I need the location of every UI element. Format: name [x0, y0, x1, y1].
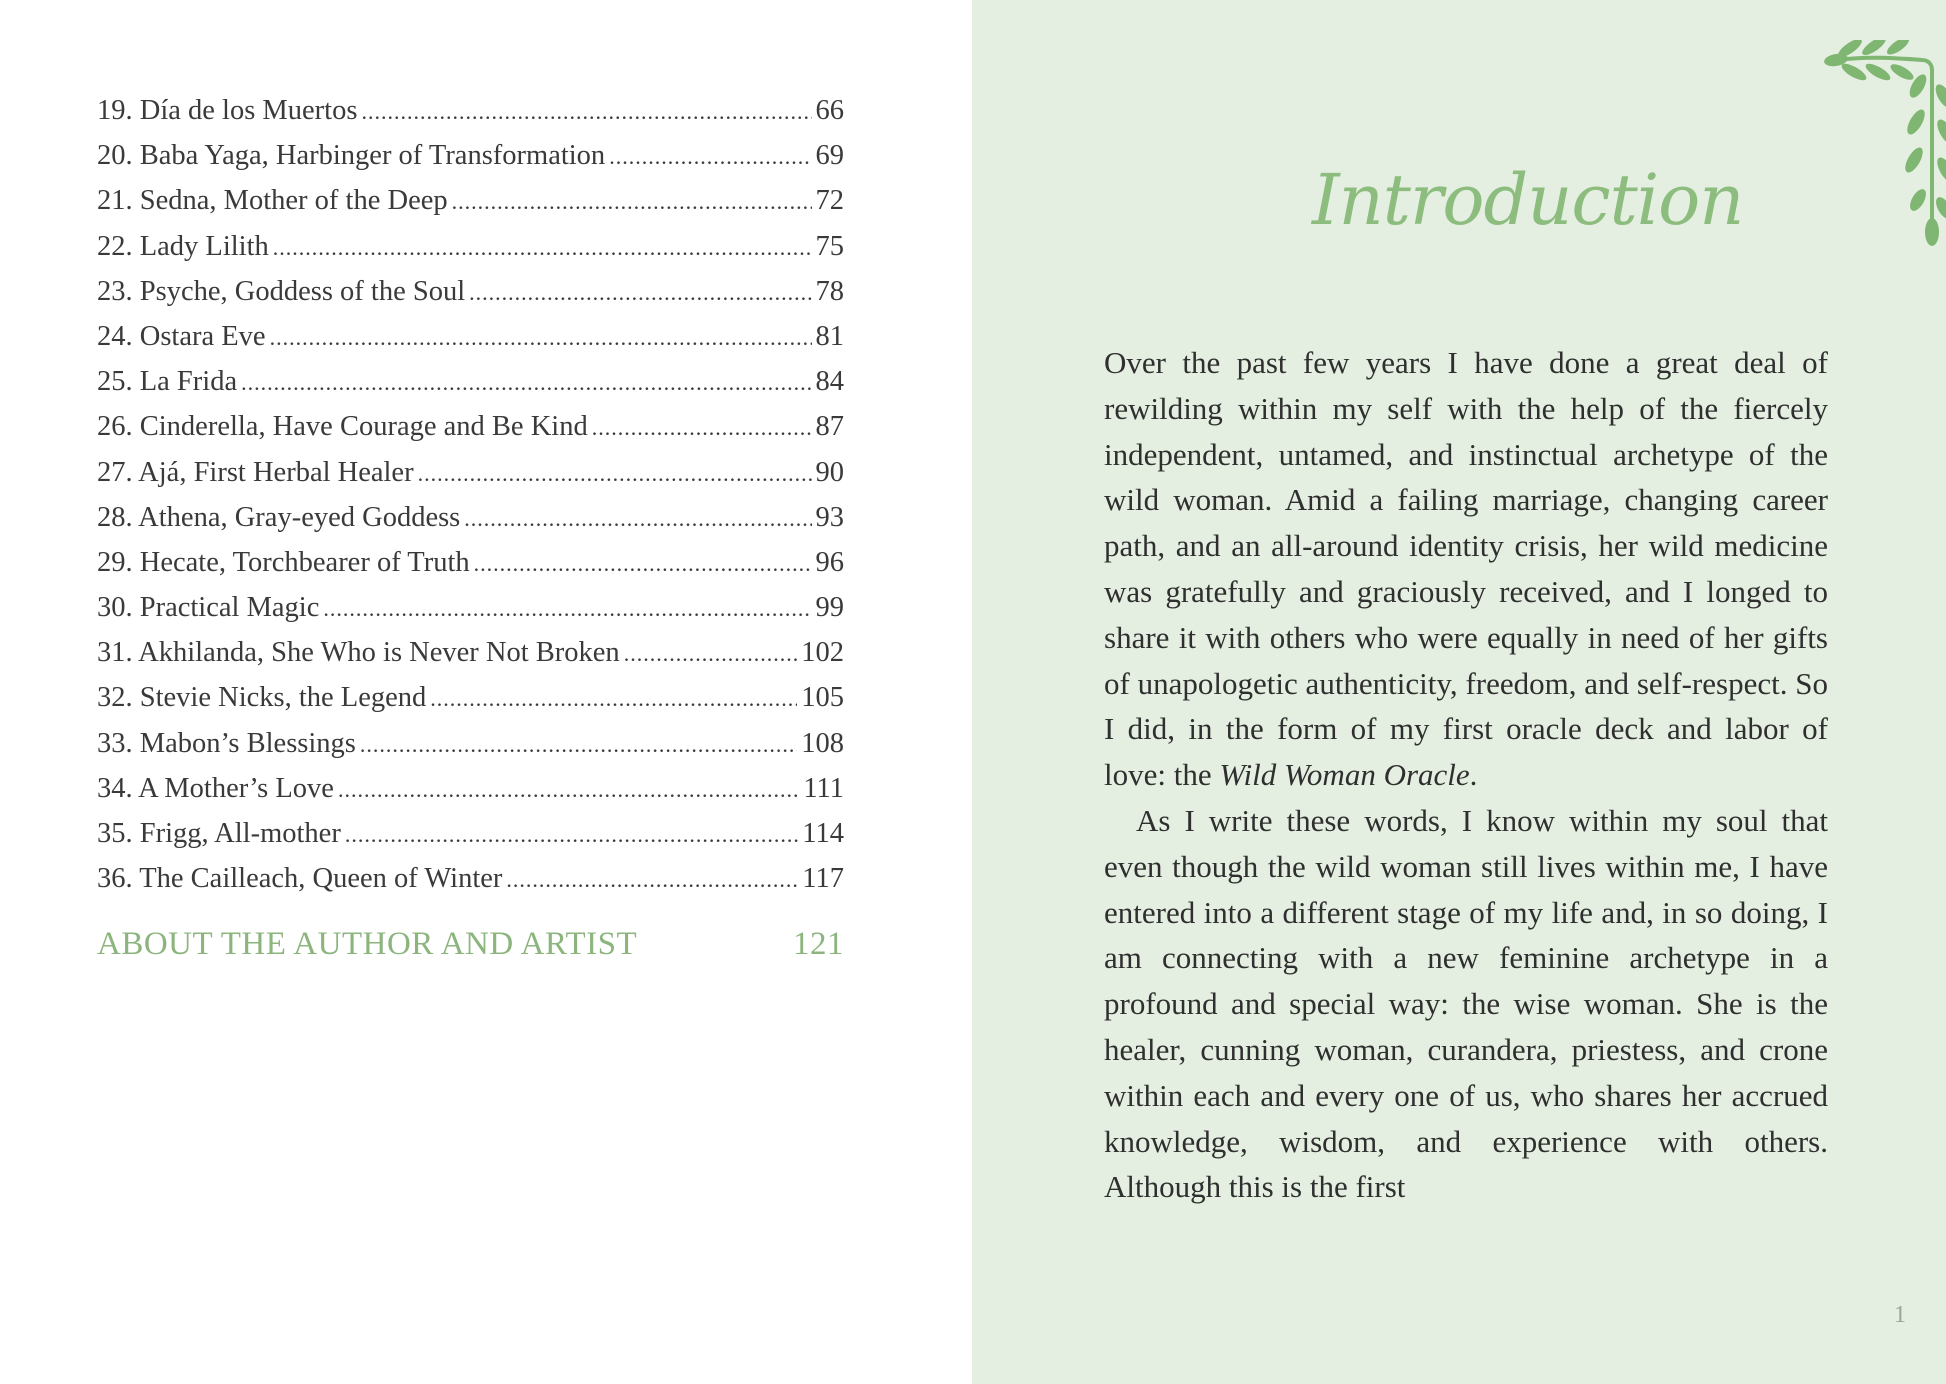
introduction-heading: Introduction: [1312, 158, 1744, 241]
toc-entry-title: 29. Hecate, Torchbearer of Truth: [97, 546, 470, 578]
toc-dot-leader: [452, 189, 812, 215]
toc-entry: [97, 863, 844, 908]
toc-entry: [97, 366, 844, 411]
toc-entry-title: 22. Lady Lilith: [97, 230, 269, 262]
toc-entry: [97, 95, 844, 140]
toc-entry-page: 78: [815, 275, 844, 307]
toc-dot-leader: [323, 596, 811, 622]
toc-entry-page: 111: [803, 772, 844, 804]
toc-entry: [97, 547, 844, 592]
toc-entry-page: 105: [801, 682, 844, 714]
toc-entry-page: 114: [802, 818, 844, 849]
toc-dot-leader: [609, 144, 811, 170]
toc-about-entry: [97, 926, 844, 963]
toc-entry-title: 27. Ajá, First Herbal Healer: [97, 456, 414, 488]
toc-entry-page: 87: [815, 411, 844, 443]
toc-entry-page: 102: [801, 637, 844, 669]
toc-entry-title: 31. Akhilanda, She Who is Never Not Broken: [97, 637, 620, 669]
toc-entry-title: 20. Baba Yaga, Harbinger of Transformation: [97, 140, 606, 172]
toc-dot-leader: [592, 415, 812, 441]
toc-entry-title: 26. Cinderella, Have Courage and Be Kind: [97, 411, 588, 443]
toc-entry-title: 25. La Frida: [97, 366, 238, 398]
toc-dot-leader: [273, 235, 812, 261]
toc-dot-leader: [270, 325, 812, 351]
toc-entry-title: 32. Stevie Nicks, the Legend: [97, 682, 427, 714]
intro-paragraph-1-text: Over the past few years I have done a great deal of rewilding within my self with the help of the fiercely independent, untamed, and instinctual archetype of the wild woman. Amid a failing marriage, changing career path, and an all-around identity crisis, her wild medicine was gratefully and graciously received, and I longed to share it with others who were equally in need of her gifts of unapologetic authenticity, freedom, and self-respect. So I did, in the form of my first oracle deck and labor of love: the: [1104, 345, 1828, 793]
toc-entry-page: 108: [801, 727, 844, 759]
toc-entry: [97, 592, 844, 637]
toc-about-title: ABOUT THE AUTHOR AND ARTIST: [97, 926, 638, 962]
toc-dot-leader: [430, 686, 797, 712]
toc-entry-title: 23. Psyche, Goddess of the Soul: [97, 275, 466, 307]
toc-entry: [97, 637, 844, 682]
toc-entry: [97, 773, 844, 818]
intro-paragraph-1: [1104, 340, 1828, 798]
toc-entry-title: 34. A Mother’s Love: [97, 772, 334, 804]
toc-entry-title: 36. The Cailleach, Queen of Winter: [97, 863, 503, 895]
toc-dot-leader: [418, 461, 812, 487]
toc-dot-leader: [345, 822, 798, 848]
intro-paragraph-1-end: .: [1469, 757, 1478, 793]
toc-entry-page: 117: [802, 863, 844, 895]
toc-entry: [97, 728, 844, 773]
toc-dot-leader: [361, 99, 811, 125]
toc-entry-page: 96: [815, 546, 844, 578]
intro-paragraph-2: As I write these words, I know within my soul that even though the wild woman still lives within me, I have entered into a different stage of my life and, in so doing, I am connecting with a new feminine archetype in a profound and special way: the wise woman. She is the healer, cunning woman, curandera, priestess, and crone within each and every one of us, who shares her accrued knowledge, wisdom, and experience with others. Although this is the first: [1104, 802, 1828, 1205]
toc-entry-page: 66: [815, 95, 844, 126]
introduction-body: [1104, 340, 1828, 1210]
toc-page: [0, 0, 972, 1384]
toc-entry-page: 99: [815, 592, 844, 624]
toc-entry-page: 93: [815, 501, 844, 533]
toc-entry-title: 33. Mabon’s Blessings: [97, 727, 356, 759]
toc-dot-leader: [241, 370, 811, 396]
toc-entry-title: 28. Athena, Gray-eyed Goddess: [97, 501, 461, 533]
toc-entry: [97, 411, 844, 456]
page-number: 1: [1894, 1302, 1906, 1328]
book-title-wild-woman-oracle: Wild Woman Oracle: [1219, 757, 1470, 793]
introduction-page: [972, 0, 1946, 1384]
toc-dot-leader: [474, 551, 812, 577]
toc-about-page: 121: [793, 926, 844, 962]
vine-decoration-icon: [1746, 40, 1946, 250]
toc-entry: [97, 140, 844, 185]
toc-entry: [97, 502, 844, 547]
toc-entry: [97, 321, 844, 366]
toc-dot-leader: [360, 732, 797, 758]
toc-entry-title: 24. Ostara Eve: [97, 320, 266, 352]
toc-entry: [97, 185, 844, 230]
toc-entry: [97, 231, 844, 276]
toc-dot-leader: [464, 506, 811, 532]
toc-entry: [97, 276, 844, 321]
toc-entry-title: 35. Frigg, All-mother: [97, 818, 341, 849]
toc-entry-page: 81: [815, 320, 844, 352]
toc-entry: [97, 682, 844, 727]
toc-dot-leader: [624, 641, 798, 667]
toc-entry-title: 30. Practical Magic: [97, 592, 320, 624]
toc-entry-page: 69: [815, 140, 844, 172]
toc-entry: [97, 818, 844, 863]
toc-entry-title: 19. Día de los Muertos: [97, 95, 358, 126]
toc-entry-page: 72: [815, 185, 844, 217]
toc-entry: [97, 457, 844, 502]
toc-entry-page: 90: [815, 456, 844, 488]
toc-dot-leader: [506, 867, 798, 893]
toc-dot-leader: [338, 777, 799, 803]
toc-dot-leader: [469, 280, 811, 306]
toc-entry-page: 84: [815, 366, 844, 398]
toc-entry-page: 75: [815, 230, 844, 262]
toc-list: [97, 95, 844, 908]
toc-entry-title: 21. Sedna, Mother of the Deep: [97, 185, 448, 217]
